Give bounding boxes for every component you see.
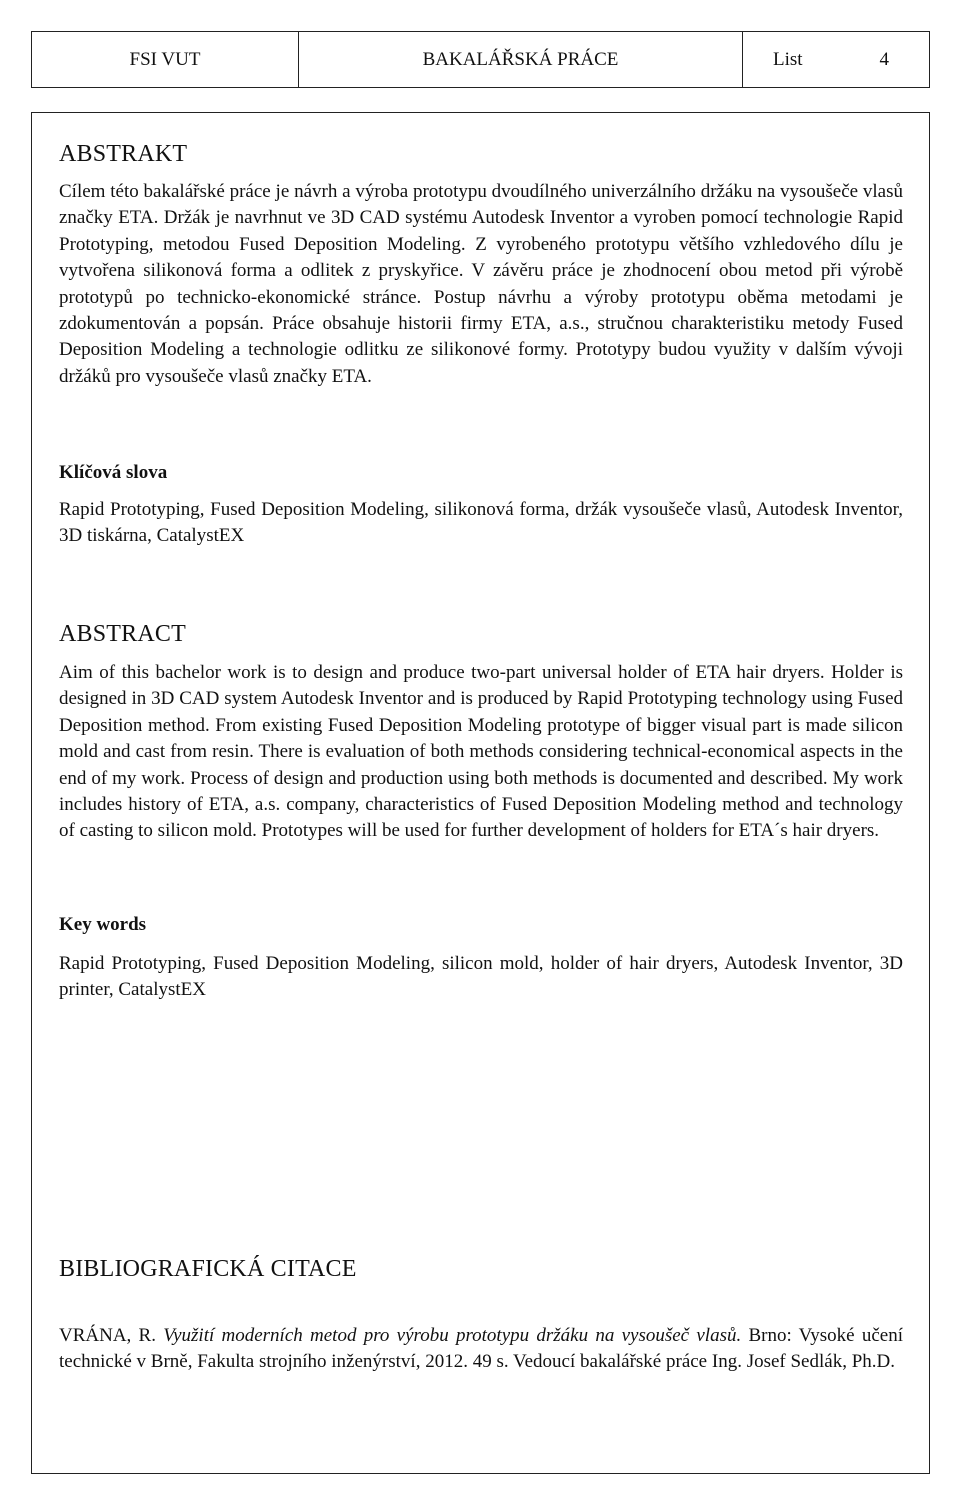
klicova-slova-heading: Klíčová slova (59, 462, 168, 483)
citation-title: Využití moderních metod pro výrobu prototypu držáku na vysoušeč vlasů. (163, 1325, 742, 1346)
abstract-heading: ABSTRACT (59, 621, 186, 647)
bibliography-heading: BIBLIOGRAFICKÁ CITACE (59, 1256, 357, 1282)
key-words-text: Rapid Prototyping, Fused Deposition Modeling, silicon mold, holder of hair dryers, Autodesk Inventor, 3D printer, CatalystEX (59, 953, 903, 1001)
header-document-type-cell (299, 32, 743, 87)
header-sheet-number: 4 (879, 48, 889, 70)
abstrakt-text: Cílem této bakalářské práce je návrh a výroba prototypu dvoudílného univerzálního držáku na vysoušeče vlasů značky ETA. Držák je navrhnut ve 3D CAD systému Autodesk Inventor a vyroben pomocí technologie Rapid Prototyping, metodou Fused Deposition Modeling. Z vyrobeného prototypu většího vzhledového dílu je vytvořena silikonová forma a odlitek z pryskyřice. V závěru práce je zhodnocení obou metod při výrobě prototypů po technicko-ekonomické stránce. Postup návrhu a výroby prototypu oběma metodami je zdokumentován a popsán. Práce obsahuje historii firmy ETA, a.s., stručnou charakteristiku metody Fused Deposition Modeling a technologie odlitku ze silikonové formy. Prototypy budou využity v dalším vývoji držáků pro vysoušeče vlasů značky ETA. (59, 181, 903, 387)
citation-author: VRÁNA, R. (59, 1325, 156, 1346)
header-document-type: BAKALÁŘSKÁ PRÁCE (422, 48, 619, 70)
abstract-text: Aim of this bachelor work is to design and produce two-part universal holder of ETA hair dryers. Holder is designed in 3D CAD system Autodesk Inventor and is produced by Rapid Prototyping technology using Fused Deposition method. From existing Fused Deposition Modeling prototype of bigger visual part is made silicon mold and cast from resin. There is evaluation of both methods considering technical-economical aspects in the end of my work. Process of design and production using both methods is documented and described. My work includes history of ETA, a.s. company, characteristics of Fused Deposition Modeling method and technology of casting to silicon mold. Prototypes will be used for further development of holders for ETA´s hair dryers. (59, 662, 903, 842)
key-words-heading: Key words (59, 914, 147, 935)
abstrakt-heading: ABSTRAKT (59, 141, 188, 167)
header-sheet-cell (743, 32, 929, 87)
citation-publication: Brno: Vysoké učení technické v Brně, Fakulta strojního inženýrství, 2012. 49 s. Vedoucí bakalářské práce Ing. Josef Sedlák, Ph.D. (59, 1325, 903, 1373)
klicova-slova-text: Rapid Prototyping, Fused Deposition Modeling, silikonová forma, držák vysoušeče vlasů, Autodesk Inventor, 3D tiskárna, CatalystEX (59, 499, 903, 547)
header-sheet-label: List (773, 48, 803, 70)
page-header (31, 31, 930, 88)
header-institution-cell (32, 32, 299, 87)
header-institution: FSI VUT (129, 48, 201, 70)
bibliography-citation (59, 1323, 903, 1376)
